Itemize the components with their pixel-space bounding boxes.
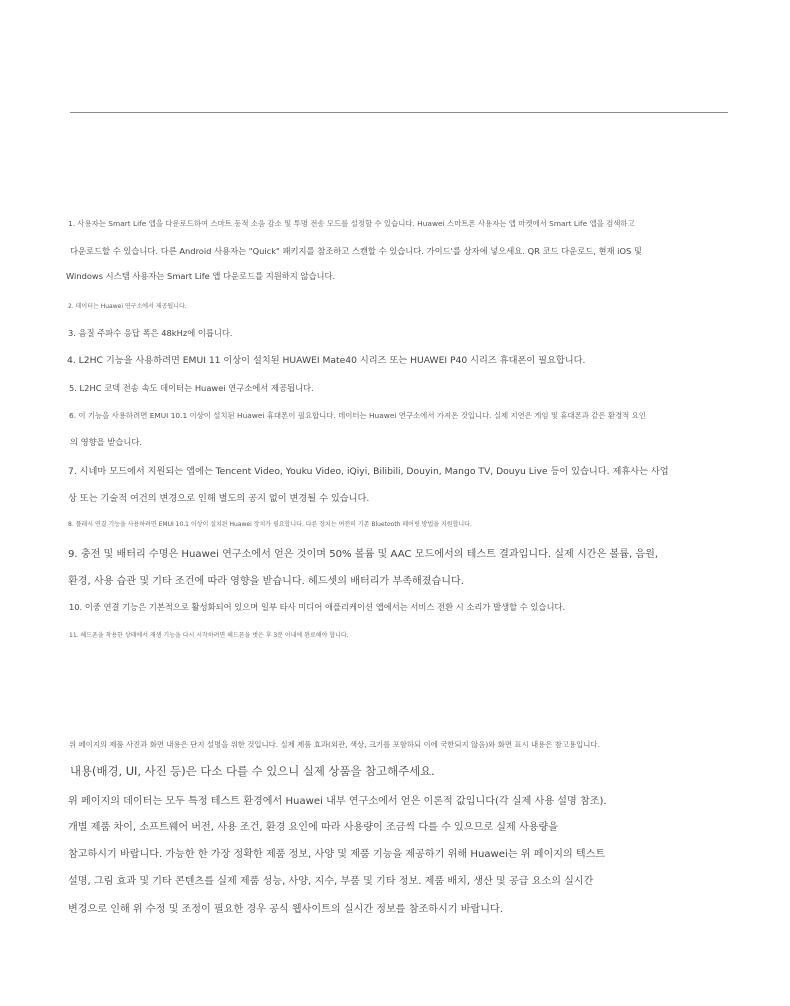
footnote-7-line-2: 상 또는 기술적 여건의 변경으로 인해 별도의 공지 없이 변경될 수 있습니다. [68, 493, 370, 504]
footnote-7-line-1: 7. 시네마 모드에서 지원되는 앱에는 Tencent Video, Youku Video, iQiyi, Bilibili, Douyin, Mango TV, Douyu Live 등이 있습니다. 제휴사는 사업 [68, 466, 669, 477]
footnote-6-line-1: 6. 이 기능을 사용하려면 EMUI 10.1 이상이 설치된 Huawei 휴대폰이 필요합니다. 데이터는 Huawei 연구소에서 가져온 것입니다. 실제 지연은 게임 및 휴대폰과 같은 환경적 요인 [69, 411, 646, 420]
disclaimer-line-1: 위 페이지의 제품 사진과 화면 내용은 단지 설명을 위한 것입니다. 실제 제품 효과(외관, 색상, 크기를 포함하되 이에 국한되지 않음)와 화면 표시 내용은 참고용입니다. [69, 740, 600, 749]
footnote-1-line-2: 다운로드할 수 있습니다. 다른 Android 사용자는 "Quick" 패키지를 참조하고 스캔할 수 있습니다. 가이드'를 상자에 넣으세요. QR 코드 다운로드, 현재 iOS 및 [70, 246, 642, 256]
footnote-6-line-2: 의 영향을 받습니다. [70, 437, 143, 447]
disclaimer-line-3: 위 페이지의 데이터는 모두 특정 테스트 환경에서 Huawei 내부 연구소에서 얻은 이론적 값입니다(각 실제 사용 설명 참조). [68, 796, 607, 807]
footnote-9-line-1: 9. 충전 및 배터리 수명은 Huawei 연구소에서 얻은 것이며 50% 볼륨 및 AAC 모드에서의 테스트 결과입니다. 실제 시간은 볼륨, 음원, [68, 549, 659, 560]
footnote-11: 11. 헤드폰을 착용한 상태에서 재생 기능을 다시 시작하려면 헤드폰을 벗은 후 3분 이내에 완료해야 합니다. [69, 632, 349, 639]
top-divider [70, 112, 728, 113]
footnote-8: 8. 플래시 연결 기능을 사용하려면 EMUI 10.1 이상이 설치된 Huawei 장치가 필요합니다. 다른 장치는 여전히 기존 Bluetooth 페어링 방법을 지원합니다. [68, 521, 472, 528]
footnote-10: 10. 이중 연결 기능은 기본적으로 활성화되어 있으며 일부 타사 미디어 애플리케이션 앱에서는 서비스 전환 시 소리가 발생할 수 있습니다. [69, 602, 566, 612]
disclaimer-line-4: 개별 제품 차이, 소프트웨어 버전, 사용 조건, 환경 요인에 따라 사용량이 조금씩 다를 수 있으므로 실제 사용량을 [68, 822, 558, 833]
disclaimer-line-7: 변경으로 인해 위 수정 및 조정이 필요한 경우 공식 웹사이트의 실시간 정보를 참조하시기 바랍니다. [68, 904, 503, 915]
disclaimer-line-6: 설명, 그림 효과 및 기타 콘텐츠를 실제 제품 성능, 사양, 지수, 부품 및 기타 정보. 제품 배치, 생산 및 공급 요소의 실시간 [68, 876, 594, 887]
footnote-4: 4. L2HC 기능을 사용하려면 EMUI 11 이상이 설치된 HUAWEI Mate40 시리즈 또는 HUAWEI P40 시리즈 휴대폰이 필요합니다. [67, 355, 586, 366]
disclaimer-line-2: 내용(배경, UI, 사진 등)은 다소 다를 수 있으니 실제 상품을 참고해주세요. [70, 764, 435, 778]
footnote-1-line-1: 1. 사용자는 Smart Life 앱을 다운로드하여 스마트 동적 소음 감소 및 투명 전송 모드를 설정할 수 있습니다. Huawei 스마트폰 사용자는 앱 마켓에서 Smart Life 앱을 검색하고 [68, 219, 635, 228]
footnote-3: 3. 음질 주파수 응답 폭은 48kHz에 이릅니다. [68, 328, 233, 338]
disclaimer-line-5: 참고하시기 바랍니다. 가능한 한 가장 정확한 제품 정보, 사양 및 제품 기능을 제공하기 위해 Huawei는 위 페이지의 텍스트 [68, 849, 606, 860]
footnote-9-line-2: 환경, 사용 습관 및 기타 조건에 따라 영향을 받습니다. 헤드셋의 배터리가 부족해졌습니다. [68, 576, 464, 587]
footnote-5: 5. L2HC 코덱 전송 속도 데이터는 Huawei 연구소에서 제공됩니다. [69, 383, 314, 393]
footnote-2: 2. 데이터는 Huawei 연구소에서 제공됩니다. [68, 303, 187, 310]
footnote-1-line-3: Windows 시스템 사용자는 Smart Life 앱 다운로드를 지원하지 않습니다. [66, 271, 336, 281]
